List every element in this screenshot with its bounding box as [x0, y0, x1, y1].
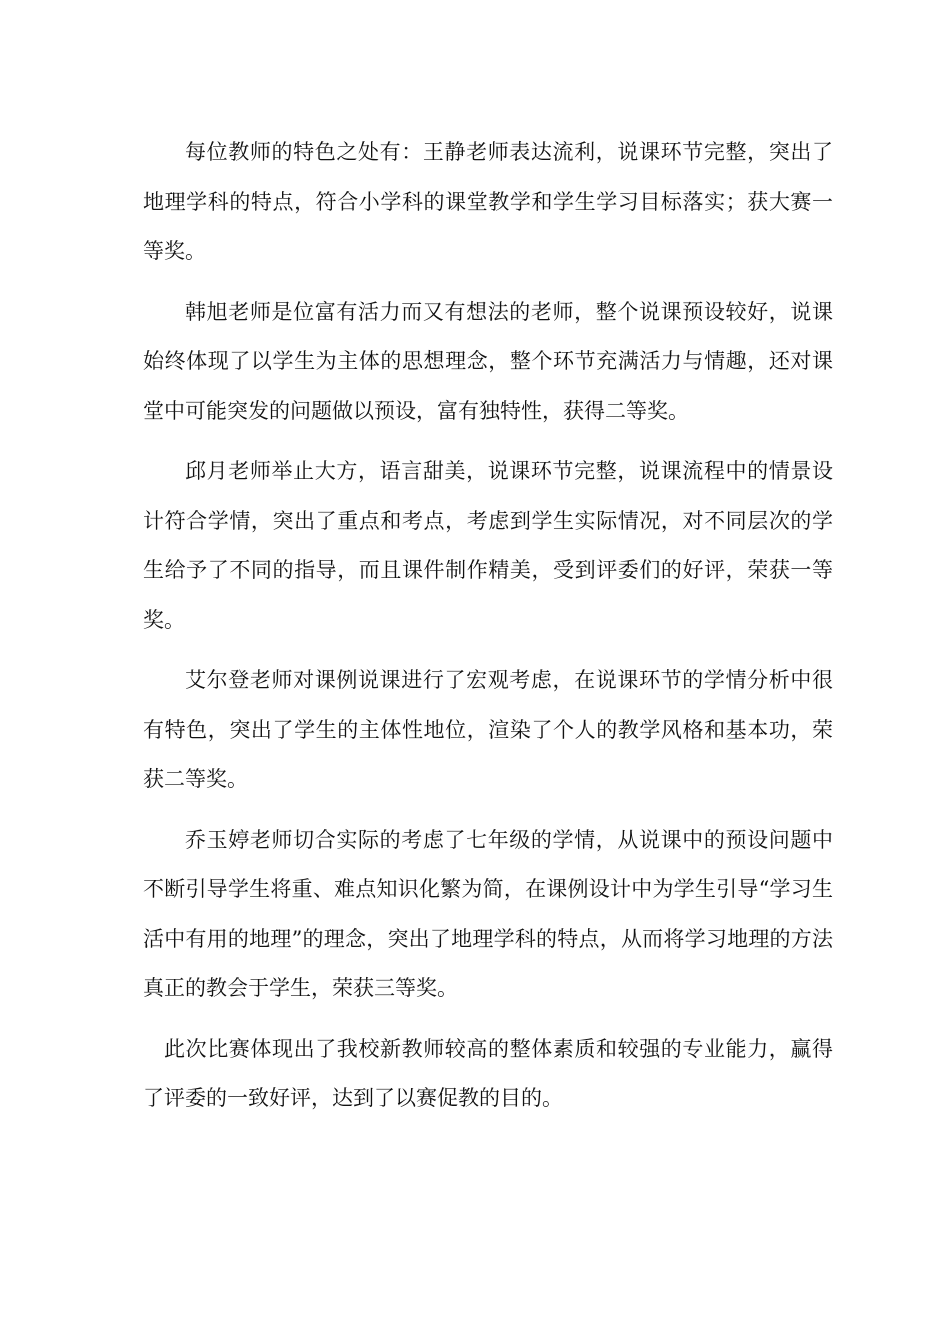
paragraph-qiao-yuting: 乔玉婷老师切合实际的考虑了七年级的学情，从说课中的预设问题中不断引导学生将重、难点知识化繁为简，在课例设计中为学生引导“学习生活中有用的地理”的理念，突出了地理学科的特点，从而将学习地理的方法真正的教会于学生，荣获三等奖。 — [143, 827, 833, 1000]
paragraph-qiu-yue: 邱月老师举止大方，语言甜美，说课环节完整，说课流程中的情景设计符合学情，突出了重点和考点，考虑到学生实际情况，对不同层次的学生给予了不同的指导，而且课件制作精美，受到评委们的好评，荣获一等奖。 — [143, 459, 833, 632]
paragraph-han-xu: 韩旭老师是位富有活力而又有想法的老师，整个说课预设较好，说课始终体现了以学生为主体的思想理念，整个环节充满活力与情趣，还对课堂中可能突发的问题做以预设，富有独特性，获得二等奖。 — [143, 299, 833, 423]
paragraph-summary: 此次比赛体现出了我校新教师较高的整体素质和较强的专业能力，赢得了评委的一致好评，达到了以赛促教的目的。 — [143, 1036, 833, 1110]
paragraph-wang-jing: 每位教师的特色之处有：王静老师表达流利，说课环节完整，突出了地理学科的特点，符合小学科的课堂教学和学生学习目标落实；获大赛一等奖。 — [143, 140, 833, 263]
document-body — [143, 128, 833, 1135]
paragraph-ai-erdeng: 艾尔登老师对课例说课进行了宏观考虑，在说课环节的学情分析中很有特色，突出了学生的主体性地位，渲染了个人的教学风格和基本功，荣获二等奖。 — [143, 668, 833, 791]
